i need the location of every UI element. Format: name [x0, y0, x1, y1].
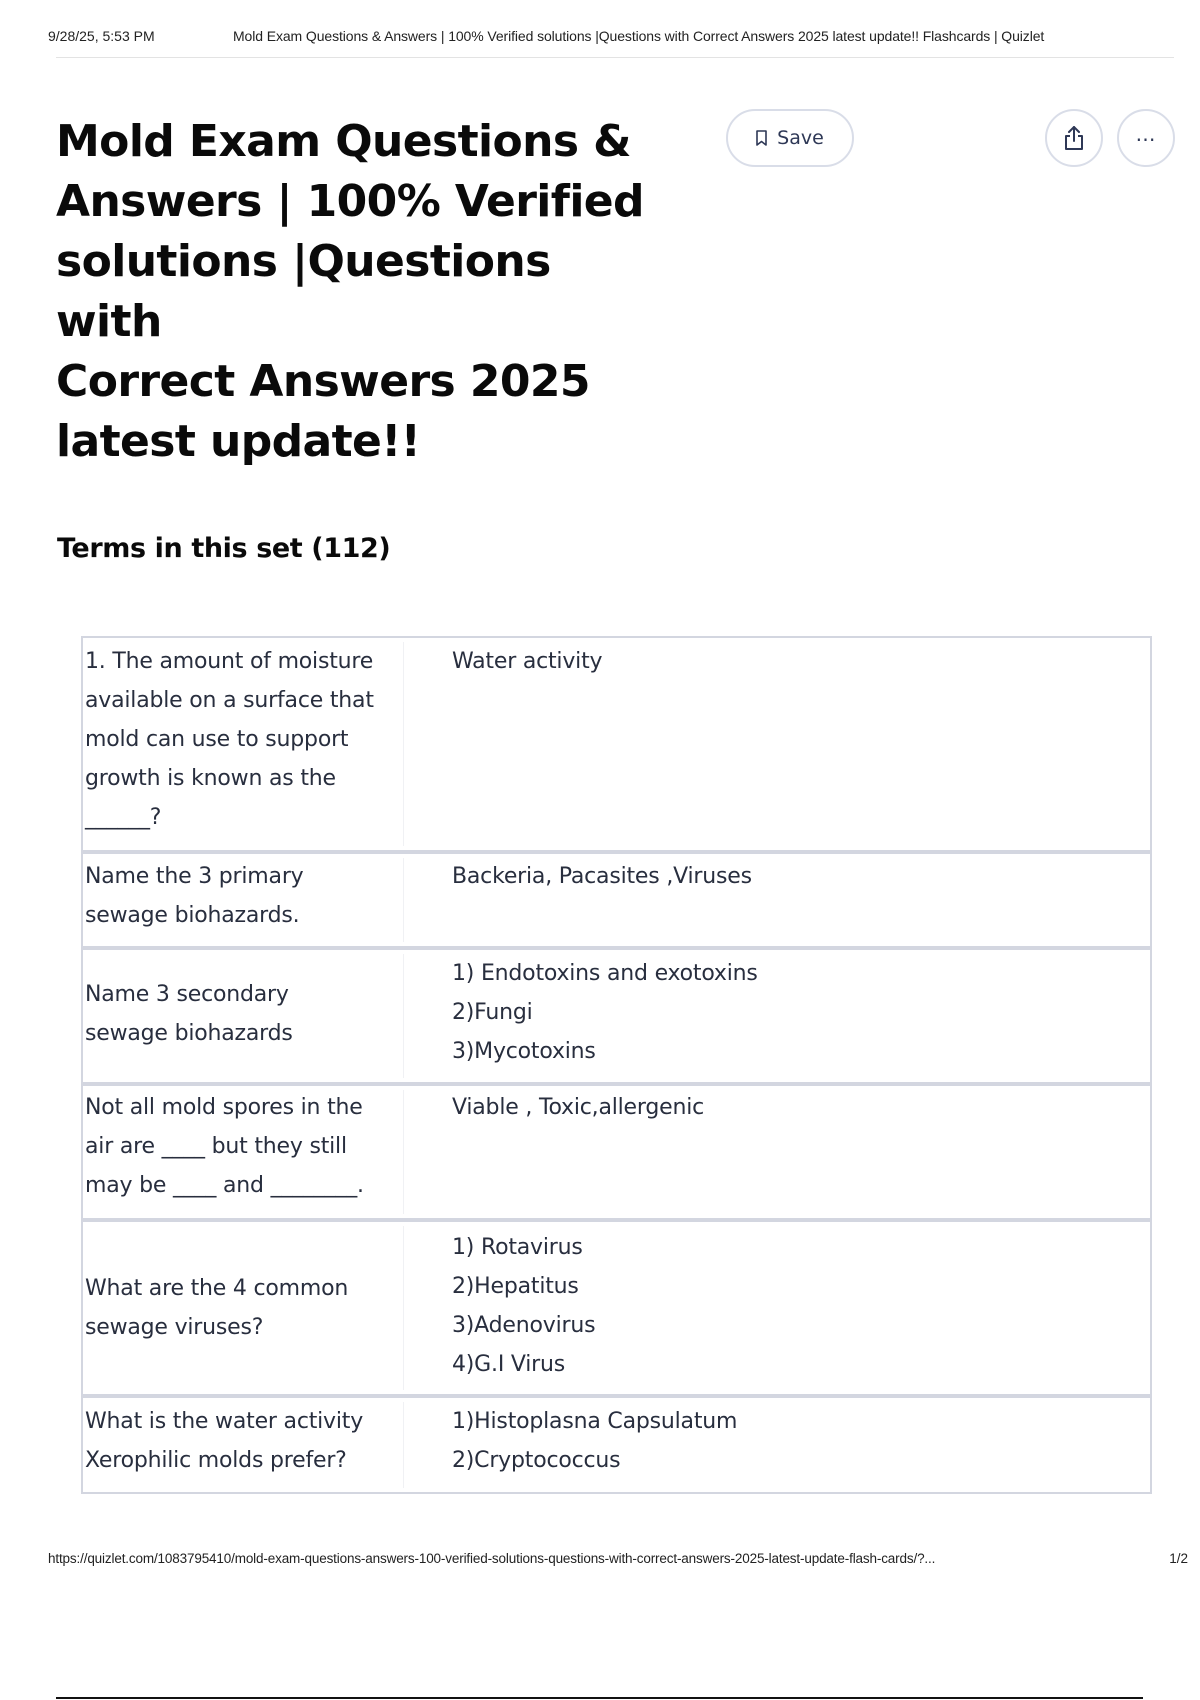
share-button[interactable]	[1045, 109, 1103, 167]
card-term-line: growth is known as the	[85, 766, 336, 791]
term-card	[81, 636, 1152, 852]
card-definition	[452, 1402, 1132, 1480]
card-term-line: available on a surface that	[85, 688, 374, 713]
card-term-line: Xerophilic molds prefer?	[85, 1448, 347, 1473]
card-definition-line: 4)G.I Virus	[452, 1352, 566, 1377]
print-header	[48, 28, 1188, 50]
card-definition-line: 3)Adenovirus	[452, 1313, 596, 1338]
save-button[interactable]	[726, 109, 854, 167]
card-divider	[403, 1226, 404, 1390]
card-term	[83, 642, 403, 837]
set-title-line: Answers | 100% Verified	[56, 176, 644, 227]
bookmark-icon	[756, 130, 767, 146]
card-term	[83, 1088, 403, 1205]
set-title	[56, 112, 656, 472]
share-icon	[1062, 125, 1086, 151]
card-definition-line: Viable , Toxic,allergenic	[452, 1095, 705, 1120]
card-term-line: air are ____ but they still	[85, 1134, 347, 1159]
card-term	[83, 857, 403, 935]
card-divider	[403, 642, 404, 846]
header-divider	[56, 57, 1174, 58]
card-definition-line: Backeria, Pacasites ,Viruses	[452, 864, 752, 889]
print-doc-title: Mold Exam Questions & Answers | 100% Verified solutions |Questions with Correct Answers 2025 latest update!! Flashcards | Quizlet	[233, 28, 1045, 44]
card-term	[83, 1402, 403, 1480]
set-title-line: Correct Answers 2025	[56, 356, 590, 407]
card-definition	[452, 857, 1132, 896]
card-term-line: mold can use to support	[85, 727, 349, 752]
card-definition-line: 2)Hepatitus	[452, 1274, 579, 1299]
card-term-line: Name the 3 primary	[85, 864, 304, 889]
page-bottom-rule	[56, 1697, 1143, 1699]
card-term-line: ______?	[85, 805, 162, 830]
card-divider	[403, 1090, 404, 1214]
card-definition	[452, 1088, 1132, 1127]
card-definition	[452, 642, 1132, 681]
card-divider	[403, 858, 404, 942]
set-title-line: Mold Exam Questions &	[56, 116, 631, 167]
save-button-label: Save	[777, 127, 824, 149]
term-card	[81, 852, 1152, 948]
card-definition	[452, 954, 1132, 1071]
card-definition-line: 1) Endotoxins and exotoxins	[452, 961, 758, 986]
card-term-line: sewage biohazards.	[85, 903, 300, 928]
card-term-line: sewage viruses?	[85, 1315, 264, 1340]
card-definition-line: 2)Fungi	[452, 1000, 533, 1025]
card-divider	[403, 1402, 404, 1488]
card-term-line: 1. The amount of moisture	[85, 649, 374, 674]
card-term-line: Not all mold spores in the	[85, 1095, 363, 1120]
card-term-line: may be ____ and ________.	[85, 1173, 364, 1198]
set-title-line: latest update!!	[56, 416, 421, 467]
page-number: 1/2	[1169, 1551, 1188, 1566]
card-definition-line: 2)Cryptococcus	[452, 1448, 621, 1473]
card-term-line: sewage biohazards	[85, 1021, 293, 1046]
print-date: 9/28/25, 5:53 PM	[48, 28, 155, 44]
terms-heading: Terms in this set (112)	[57, 533, 391, 564]
set-title-line: solutions |Questions with	[56, 236, 551, 347]
more-options-icon: …	[1135, 122, 1157, 146]
card-definition-line: 1)Histoplasna Capsulatum	[452, 1409, 738, 1434]
card-term-line: What are the 4 common	[85, 1276, 349, 1301]
term-card	[81, 1396, 1152, 1494]
card-divider	[403, 954, 404, 1078]
term-card	[81, 1220, 1152, 1396]
card-term	[83, 1269, 403, 1347]
more-options-button[interactable]	[1117, 109, 1175, 167]
card-definition-line: 1) Rotavirus	[452, 1235, 583, 1260]
term-card	[81, 1084, 1152, 1220]
card-term	[83, 975, 403, 1053]
print-url: https://quizlet.com/1083795410/mold-exam-questions-answers-100-verified-solutions-questions-with-correct-answers-2025-latest-update-flash-cards/?...	[48, 1551, 936, 1566]
term-card	[81, 948, 1152, 1084]
card-term-line: Name 3 secondary	[85, 982, 289, 1007]
card-definition	[452, 1228, 1132, 1384]
card-definition-line: 3)Mycotoxins	[452, 1039, 596, 1064]
card-term-line: What is the water activity	[85, 1409, 364, 1434]
card-definition-line: Water activity	[452, 649, 603, 674]
